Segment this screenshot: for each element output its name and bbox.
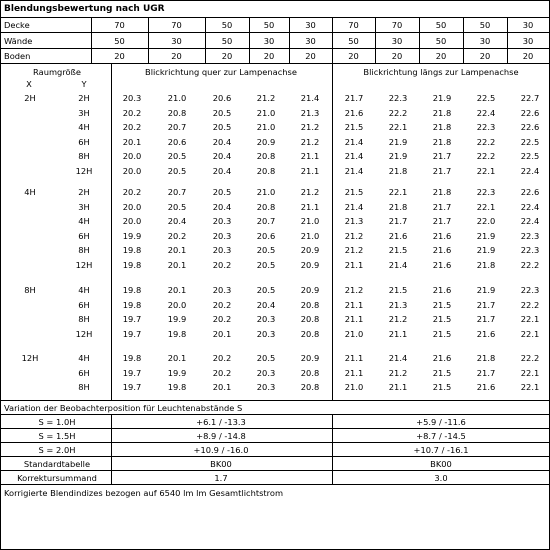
ugr-value-cross: 20.7: [167, 122, 187, 132]
ugr-value-cross: 21.1: [300, 201, 320, 212]
ugr-value-along: 22.1: [388, 187, 408, 197]
ugr-value-along: 21.4: [344, 136, 364, 147]
row-y-label: 2H: [78, 187, 90, 197]
ugr-value-cross: 20.8: [300, 382, 320, 392]
ugr-value-along: 21.5: [388, 245, 408, 255]
ugr-value-cross: 20.0: [122, 151, 142, 161]
ugr-value-along: 21.4: [344, 151, 364, 161]
ugr-value-along: 21.4: [388, 353, 408, 363]
reflectance-label: Boden: [4, 51, 31, 61]
row-y-label: 8H: [78, 314, 90, 324]
ugr-value-along: 22.4: [520, 165, 540, 176]
ugr-value-cross: 21.4: [300, 93, 320, 103]
ugr-value-cross: 20.4: [212, 165, 232, 176]
ugr-value-along: 21.1: [344, 299, 364, 310]
ugr-value-along: 21.6: [432, 259, 452, 270]
ugr-value-cross: 20.2: [212, 367, 232, 378]
ugr-value-along: 21.7: [476, 299, 496, 310]
reflectance-value: 70: [391, 20, 403, 30]
table-title: Blendungsbewertung nach UGR: [4, 4, 165, 14]
rule-horizontal: [1, 456, 549, 457]
ugr-value-along: 21.7: [432, 151, 452, 161]
group-x-label: 2H: [24, 93, 36, 103]
ugr-value-along: 21.2: [344, 285, 364, 295]
ugr-value-cross: 20.3: [212, 245, 232, 255]
rule-horizontal: [1, 414, 549, 415]
ugr-value-cross: 20.8: [256, 151, 276, 161]
ugr-value-along: 22.1: [388, 122, 408, 132]
reflectance-value: 30: [522, 20, 534, 30]
reflectance-value: 20: [263, 51, 275, 61]
ugr-value-along: 21.1: [388, 328, 408, 339]
correction-along: 3.0: [434, 473, 448, 483]
reflectance-value: 50: [435, 20, 447, 30]
reflectance-value: 30: [305, 20, 316, 30]
ugr-value-cross: 20.0: [122, 201, 142, 212]
ugr-value-cross: 20.3: [256, 382, 276, 392]
ugr-value-cross: 20.8: [300, 328, 320, 339]
ugr-value-cross: 20.0: [122, 165, 142, 176]
reflectance-value: 70: [171, 20, 182, 30]
ugr-value-cross: 20.2: [122, 187, 142, 197]
ugr-value-along: 22.3: [476, 122, 496, 132]
ugr-value-cross: 19.7: [122, 314, 142, 324]
ugr-value-cross: 20.8: [167, 107, 187, 118]
rule-vertical: [111, 414, 112, 484]
ugr-value-along: 21.9: [388, 151, 408, 161]
ugr-value-along: 22.4: [476, 107, 496, 118]
ugr-value-along: 21.3: [388, 299, 408, 310]
reflectance-value: 20: [114, 51, 125, 61]
ugr-value-along: 21.6: [432, 353, 452, 363]
ugr-value-along: 22.3: [520, 285, 540, 295]
ugr-value-along: 21.0: [344, 328, 364, 339]
ugr-value-along: 21.6: [476, 328, 496, 339]
ugr-value-cross: 20.1: [212, 328, 232, 339]
ugr-value-cross: 19.8: [167, 328, 187, 339]
reflectance-value: 30: [522, 35, 534, 46]
ugr-value-along: 21.7: [344, 93, 364, 103]
ugr-value-cross: 20.5: [256, 353, 276, 363]
rule-horizontal: [1, 32, 549, 33]
reflectance-value: 20: [348, 51, 359, 61]
rule-vertical: [249, 17, 250, 63]
ugr-value-cross: 20.1: [167, 245, 187, 255]
ugr-value-along: 22.5: [520, 136, 540, 147]
ugr-value-cross: 19.8: [122, 259, 142, 270]
ugr-value-cross: 20.9: [300, 353, 320, 363]
row-y-label: 12H: [75, 165, 93, 176]
ugr-value-cross: 20.5: [212, 107, 232, 118]
ugr-value-cross: 20.3: [212, 230, 232, 241]
ugr-value-along: 22.4: [520, 216, 540, 226]
ugr-value-cross: 20.4: [212, 201, 232, 212]
ugr-value-cross: 20.8: [256, 165, 276, 176]
ugr-value-cross: 19.9: [122, 230, 142, 241]
ugr-value-along: 21.0: [344, 382, 364, 392]
ugr-value-along: 22.1: [520, 314, 540, 324]
row-y-label: 4H: [78, 353, 90, 363]
ugr-value-cross: 21.0: [256, 187, 276, 197]
ugr-value-cross: 20.7: [167, 187, 187, 197]
row-y-label: 6H: [78, 136, 90, 147]
reflectance-value: 30: [171, 35, 182, 46]
row-y-label: 2H: [78, 93, 90, 103]
ugr-value-along: 21.5: [432, 314, 452, 324]
ugr-value-cross: 19.9: [167, 314, 187, 324]
ugr-value-along: 21.5: [388, 285, 408, 295]
ugr-value-cross: 19.7: [122, 382, 142, 392]
variation-label: S = 1.5H: [38, 431, 76, 441]
row-y-label: 8H: [78, 382, 90, 392]
ugr-value-along: 21.6: [344, 107, 364, 118]
ugr-value-along: 22.4: [520, 201, 540, 212]
ugr-value-along: 21.8: [388, 165, 408, 176]
row-y-label: 4H: [78, 216, 90, 226]
ugr-value-along: 21.2: [388, 367, 408, 378]
ugr-value-cross: 20.1: [122, 136, 142, 147]
ugr-value-cross: 20.9: [300, 245, 320, 255]
ugr-value-along: 21.7: [432, 201, 452, 212]
ugr-value-cross: 20.8: [300, 314, 320, 324]
ugr-value-cross: 20.2: [167, 230, 187, 241]
ugr-value-along: 21.6: [388, 230, 408, 241]
ugr-value-along: 22.2: [520, 259, 540, 270]
ugr-value-cross: 20.3: [256, 367, 276, 378]
ugr-value-cross: 20.5: [256, 245, 276, 255]
ugr-value-along: 21.2: [344, 245, 364, 255]
ugr-value-cross: 20.5: [256, 285, 276, 295]
ugr-value-cross: 20.5: [167, 201, 187, 212]
ugr-value-along: 21.9: [432, 93, 452, 103]
ugr-value-cross: 20.4: [212, 151, 232, 161]
ugr-value-cross: 20.0: [167, 299, 187, 310]
ugr-value-cross: 20.2: [122, 122, 142, 132]
ugr-value-along: 21.9: [476, 230, 496, 241]
ugr-value-cross: 19.9: [167, 367, 187, 378]
ugr-value-along: 21.4: [344, 165, 364, 176]
reflectance-value: 50: [221, 20, 233, 30]
ugr-value-cross: 20.5: [167, 151, 187, 161]
rule-vertical: [419, 17, 420, 63]
ugr-value-along: 21.8: [476, 353, 496, 363]
ugr-value-cross: 19.7: [122, 328, 142, 339]
row-y-label: 6H: [78, 230, 90, 241]
reflectance-value: 50: [348, 35, 359, 46]
row-y-label: 6H: [78, 367, 90, 378]
variation-along: +5.9 / -11.6: [416, 417, 466, 427]
group-x-label: 12H: [21, 353, 39, 363]
rule-horizontal: [1, 17, 549, 18]
ugr-value-along: 21.6: [432, 245, 452, 255]
ugr-value-along: 21.7: [476, 314, 496, 324]
correction-label: Korrektursummand: [17, 473, 97, 483]
ugr-value-cross: 20.3: [256, 314, 276, 324]
ugr-value-along: 21.8: [432, 107, 452, 118]
ugr-value-cross: 20.6: [167, 136, 187, 147]
reflectance-value: 20: [479, 51, 491, 61]
variation-cross: +8.9 / -14.8: [196, 431, 246, 441]
ugr-value-cross: 20.7: [256, 216, 276, 226]
row-y-label: 12H: [75, 328, 93, 339]
rule-vertical: [332, 17, 333, 63]
row-y-label: 3H: [78, 107, 90, 118]
ugr-value-cross: 20.3: [212, 285, 232, 295]
x-label: X: [26, 79, 32, 89]
ugr-value-along: 21.4: [344, 201, 364, 212]
ugr-value-along: 22.5: [520, 151, 540, 161]
reflectance-value: 50: [221, 35, 233, 46]
ugr-value-cross: 19.8: [122, 353, 142, 363]
ugr-value-cross: 20.8: [300, 367, 320, 378]
ugr-value-cross: 21.2: [300, 187, 320, 197]
ugr-value-cross: 21.2: [256, 93, 276, 103]
ugr-value-along: 22.7: [520, 93, 540, 103]
reflectance-value: 70: [348, 20, 359, 30]
ugr-value-cross: 20.5: [212, 187, 232, 197]
rule-horizontal: [1, 63, 549, 64]
ugr-value-cross: 20.1: [167, 353, 187, 363]
ugr-value-along: 22.6: [520, 187, 540, 197]
row-y-label: 3H: [78, 201, 90, 212]
ugr-value-cross: 20.2: [212, 299, 232, 310]
row-y-label: 8H: [78, 151, 90, 161]
ugr-value-along: 21.8: [476, 259, 496, 270]
reflectance-value: 70: [114, 20, 125, 30]
reflectance-value: 20: [221, 51, 233, 61]
room-size-label: Raumgröße: [33, 67, 81, 77]
y-label: Y: [81, 79, 87, 89]
reflectance-value: 50: [263, 20, 275, 30]
ugr-value-along: 21.5: [432, 328, 452, 339]
rule-vertical: [205, 17, 206, 63]
rule-vertical: [463, 17, 464, 63]
ugr-value-along: 22.2: [388, 107, 408, 118]
ugr-value-along: 21.3: [344, 216, 364, 226]
ugr-value-along: 21.7: [432, 165, 452, 176]
variation-along: +8.7 / -14.5: [416, 431, 466, 441]
row-y-label: 4H: [78, 122, 90, 132]
ugr-value-cross: 20.5: [167, 165, 187, 176]
ugr-value-along: 21.5: [432, 382, 452, 392]
ugr-value-along: 21.1: [344, 259, 364, 270]
rule-vertical: [289, 17, 290, 63]
ugr-value-along: 22.2: [476, 151, 496, 161]
ugr-value-cross: 20.4: [167, 216, 187, 226]
ugr-value-cross: 20.1: [167, 285, 187, 295]
ugr-value-cross: 21.1: [300, 151, 320, 161]
group-x-label: 8H: [24, 285, 36, 295]
footnote: Korrigierte Blendindizes bezogen auf 6540 lm lm Gesamtlichtstrom: [4, 488, 284, 498]
rule-horizontal: [1, 484, 549, 485]
ugr-value-along: 21.8: [432, 136, 452, 147]
ugr-value-cross: 21.0: [300, 216, 320, 226]
reflectance-value: 20: [435, 51, 447, 61]
ugr-value-cross: 21.3: [300, 107, 320, 118]
row-y-label: 6H: [78, 299, 90, 310]
ugr-value-along: 21.1: [344, 353, 364, 363]
ugr-value-along: 21.7: [432, 216, 452, 226]
ugr-value-along: 22.1: [520, 382, 540, 392]
cross-header: Blickrichtung quer zur Lampenachse: [145, 67, 297, 77]
ugr-value-along: 21.5: [432, 367, 452, 378]
ugr-value-along: 21.7: [476, 367, 496, 378]
variation-cross: +6.1 / -13.3: [196, 417, 246, 427]
reflectance-value: 50: [435, 35, 447, 46]
ugr-value-cross: 20.9: [256, 136, 276, 147]
ugr-value-cross: 19.8: [167, 382, 187, 392]
ugr-value-cross: 21.0: [167, 93, 187, 103]
row-y-label: 12H: [75, 259, 93, 270]
ugr-value-cross: 20.2: [212, 353, 232, 363]
ugr-value-cross: 20.4: [212, 136, 232, 147]
ugr-value-cross: 20.5: [256, 259, 276, 270]
ugr-value-along: 21.1: [344, 367, 364, 378]
variation-label: S = 1.0H: [38, 417, 76, 427]
ugr-value-along: 22.2: [520, 299, 540, 310]
ugr-value-along: 21.5: [344, 122, 364, 132]
ugr-value-along: 22.2: [476, 136, 496, 147]
row-y-label: 8H: [78, 245, 90, 255]
rule-horizontal: [1, 400, 549, 401]
variation-along: +10.7 / -16.1: [413, 445, 469, 455]
ugr-value-along: 22.6: [520, 122, 540, 132]
ugr-value-cross: 20.8: [256, 201, 276, 212]
ugr-value-along: 21.9: [388, 136, 408, 147]
ugr-value-along: 21.9: [476, 285, 496, 295]
reflectance-label: Decke: [4, 20, 30, 30]
reflectance-value: 20: [522, 51, 534, 61]
rule-horizontal: [1, 48, 549, 49]
ugr-value-along: 22.3: [520, 230, 540, 241]
ugr-value-along: 22.3: [520, 245, 540, 255]
ugr-value-cross: 19.8: [122, 299, 142, 310]
reflectance-value: 50: [114, 35, 125, 46]
ugr-value-cross: 20.1: [167, 259, 187, 270]
ugr-value-cross: 20.3: [256, 328, 276, 339]
ugr-value-cross: 20.2: [212, 314, 232, 324]
ugr-value-cross: 21.0: [300, 230, 320, 241]
rule-vertical: [375, 17, 376, 63]
ugr-value-along: 22.6: [520, 107, 540, 118]
ugr-value-along: 21.8: [432, 122, 452, 132]
ugr-value-along: 21.2: [388, 314, 408, 324]
row-y-label: 4H: [78, 285, 90, 295]
variation-label: S = 2.0H: [38, 445, 76, 455]
ugr-value-cross: 21.2: [300, 122, 320, 132]
ugr-value-cross: 20.0: [122, 216, 142, 226]
reflectance-label: Wände: [4, 35, 33, 46]
ugr-value-cross: 20.2: [122, 107, 142, 118]
ugr-value-cross: 19.8: [122, 245, 142, 255]
ugr-value-along: 22.5: [476, 93, 496, 103]
ugr-value-along: 22.1: [520, 328, 540, 339]
ugr-value-along: 21.5: [432, 299, 452, 310]
ugr-value-along: 21.1: [388, 382, 408, 392]
rule-vertical: [111, 63, 112, 400]
rule-vertical: [332, 414, 333, 484]
ugr-value-along: 21.9: [476, 245, 496, 255]
reflectance-value: 30: [391, 35, 403, 46]
reflectance-value: 30: [263, 35, 275, 46]
rule-vertical: [148, 17, 149, 63]
reflectance-value: 50: [479, 20, 491, 30]
ugr-value-cross: 20.9: [300, 259, 320, 270]
ugr-value-cross: 19.7: [122, 367, 142, 378]
rule-horizontal: [1, 470, 549, 471]
ugr-value-cross: 21.2: [300, 136, 320, 147]
reflectance-value: 30: [305, 35, 316, 46]
ugr-value-along: 21.6: [476, 382, 496, 392]
along-header: Blickrichtung längs zur Lampenachse: [363, 67, 519, 77]
ugr-value-cross: 20.6: [256, 230, 276, 241]
ugr-value-along: 21.6: [432, 285, 452, 295]
variation-title: Variation der Beobachterposition für Leuchtenabstände S: [4, 403, 243, 413]
ugr-value-cross: 20.8: [300, 299, 320, 310]
ugr-value-cross: 21.0: [256, 107, 276, 118]
ugr-value-cross: 21.0: [256, 122, 276, 132]
ugr-value-cross: 19.8: [122, 285, 142, 295]
rule-vertical: [91, 17, 92, 63]
ugr-value-cross: 21.1: [300, 165, 320, 176]
ugr-value-along: 21.5: [344, 187, 364, 197]
standard-cross: BK00: [210, 459, 232, 469]
ugr-value-cross: 20.5: [212, 122, 232, 132]
reflectance-value: 20: [391, 51, 403, 61]
reflectance-value: 30: [479, 35, 491, 46]
ugr-value-along: 21.6: [432, 230, 452, 241]
ugr-value-along: 22.1: [520, 367, 540, 378]
group-x-label: 4H: [24, 187, 36, 197]
standard-along: BK00: [430, 459, 452, 469]
ugr-value-cross: 20.9: [300, 285, 320, 295]
ugr-value-cross: 20.1: [212, 382, 232, 392]
rule-vertical: [507, 17, 508, 63]
ugr-value-cross: 20.6: [212, 93, 232, 103]
rule-horizontal: [1, 428, 549, 429]
ugr-value-cross: 20.3: [212, 216, 232, 226]
ugr-value-along: 21.1: [344, 314, 364, 324]
ugr-value-along: 22.3: [476, 187, 496, 197]
ugr-value-along: 21.4: [388, 259, 408, 270]
ugr-value-cross: 20.2: [212, 259, 232, 270]
ugr-value-along: 21.8: [432, 187, 452, 197]
ugr-value-cross: 20.3: [122, 93, 142, 103]
ugr-value-along: 22.1: [476, 201, 496, 212]
ugr-value-cross: 20.4: [256, 299, 276, 310]
standard-label: Standardtabelle: [23, 459, 91, 469]
variation-cross: +10.9 / -16.0: [193, 445, 249, 455]
ugr-value-along: 22.0: [476, 216, 496, 226]
ugr-value-along: 22.1: [476, 165, 496, 176]
ugr-value-along: 21.8: [388, 201, 408, 212]
ugr-value-along: 22.2: [520, 353, 540, 363]
ugr-value-along: 21.7: [388, 216, 408, 226]
rule-horizontal: [1, 442, 549, 443]
correction-cross: 1.7: [214, 473, 228, 483]
ugr-value-along: 21.2: [344, 230, 364, 241]
ugr-value-along: 22.3: [388, 93, 408, 103]
rule-vertical: [332, 63, 333, 400]
reflectance-value: 20: [305, 51, 316, 61]
reflectance-value: 20: [171, 51, 182, 61]
